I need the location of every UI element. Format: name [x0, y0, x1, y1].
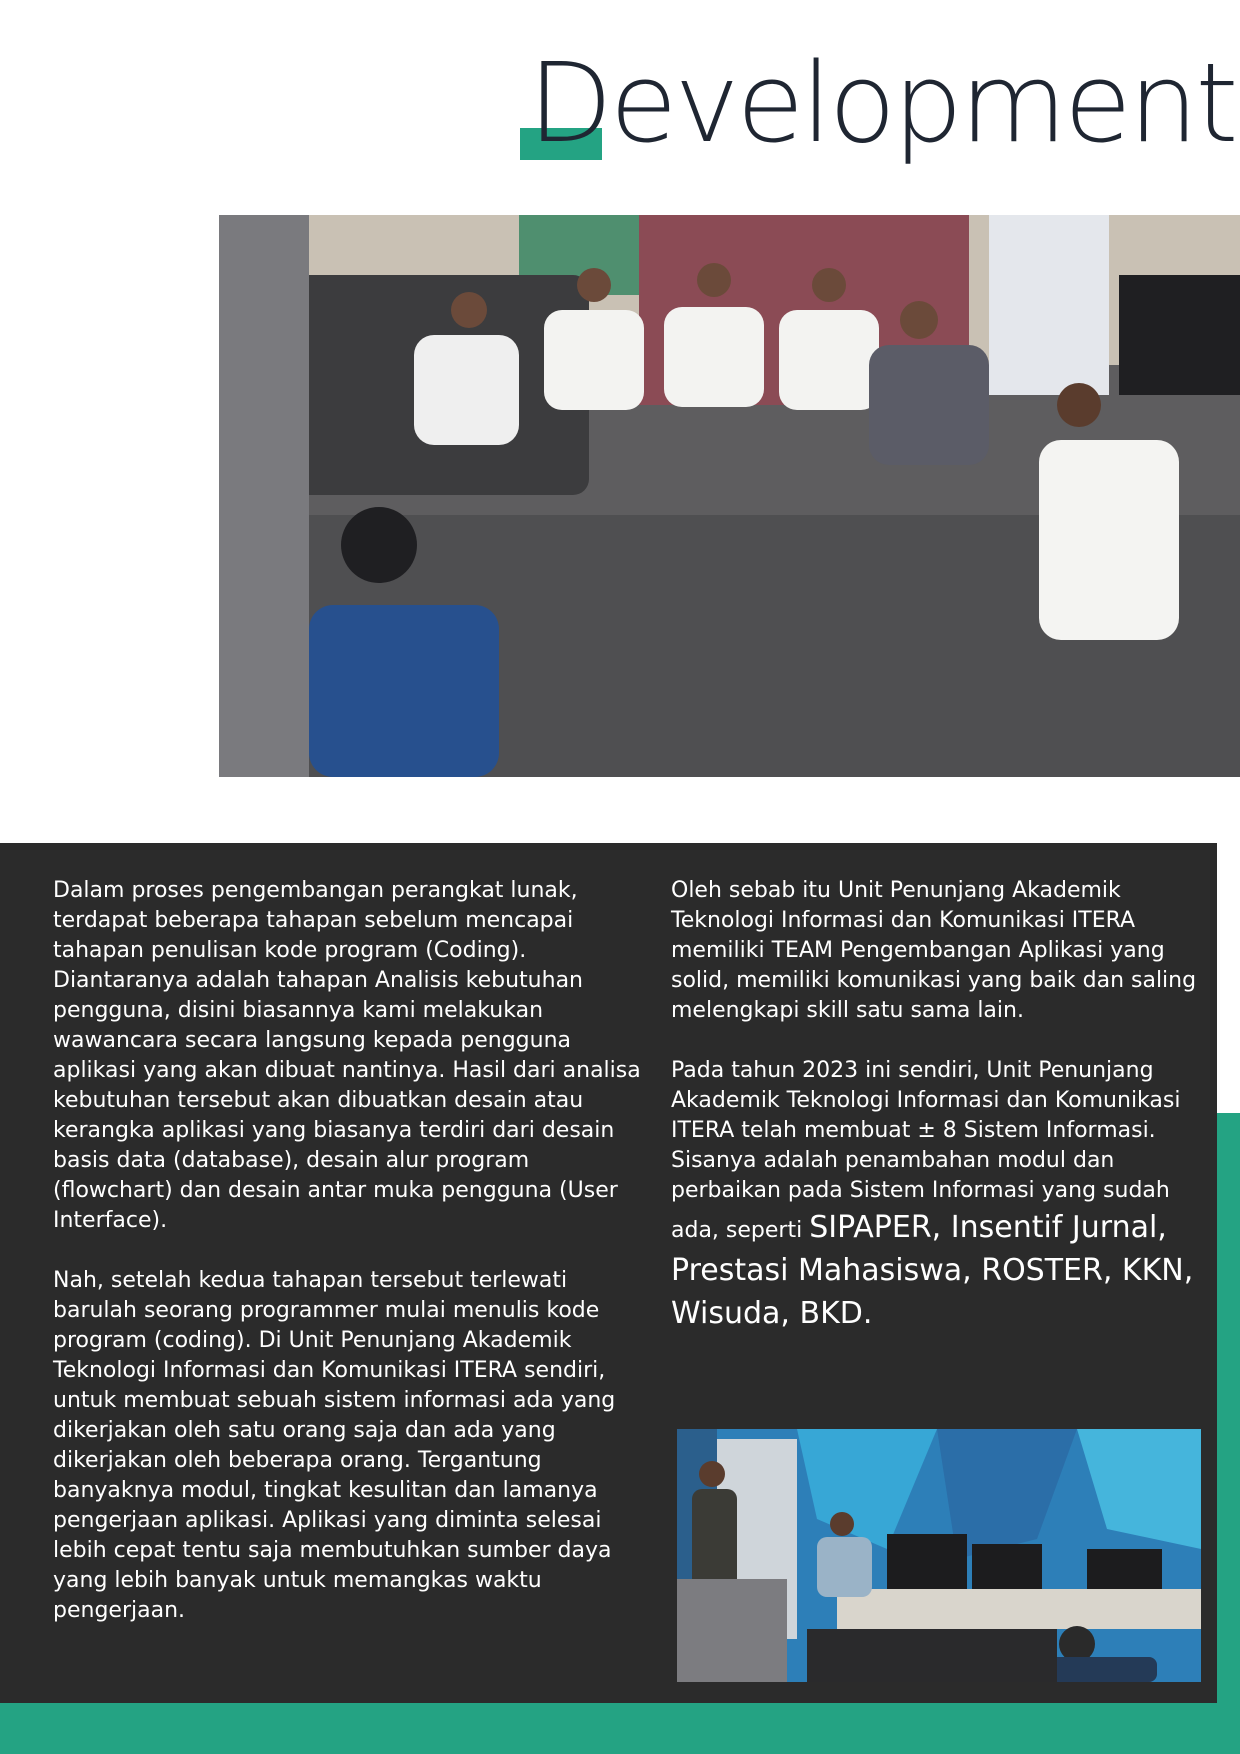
- office-team-photo: [677, 1429, 1201, 1682]
- left-paragraph-1: Dalam proses pengembangan perangkat lunak, terdapat beberapa tahapan sebelum mencapai tahapan penulisan kode program (Coding). Diantaranya adalah tahapan Analisis kebutuhan pengguna, disini biasannya kami melakukan wawancara secara langsung kepada pengguna aplikasi yang akan dibuat nantinya. Hasil dari analisa kebutuhan tersebut akan dibuatkan desain atau kerangka aplikasi yang biasanya terdiri dari desain basis data (database), desain alur program (flowchart) dan desain antar muka pengguna (User Interface).: [53, 878, 641, 1233]
- left-column: [53, 876, 643, 1656]
- system-list-highlight: SIPAPER, Insentif Jurnal, Prestasi Mahasiswa, ROSTER, KKN, Wisuda, BKD.: [671, 1210, 1194, 1331]
- right-paragraph-2-intro: Pada tahun 2023 ini sendiri, Unit Penunjang Akademik Teknologi Informasi dan Komunikasi ITERA telah membuat ± 8 Sistem Informasi. Sisanya adalah penambahan modul dan perbaikan pada Sistem Informasi yang sudah ada, seperti: [671, 1058, 1181, 1243]
- right-paragraph-2: [671, 1056, 1206, 1335]
- right-column: [671, 876, 1206, 1365]
- page-title: Development: [528, 39, 1236, 167]
- group-meeting-photo: [219, 215, 1240, 777]
- accent-side-strip: [1217, 1113, 1240, 1754]
- right-paragraph-1: Oleh sebab itu Unit Penunjang Akademik Teknologi Informasi dan Komunikasi ITERA memiliki TEAM Pengembangan Aplikasi yang solid, memiliki komunikasi yang baik dan saling melengkapi skill satu sama lain.: [671, 878, 1197, 1023]
- group-meeting-illustration: [219, 215, 1240, 777]
- title-block: [520, 39, 1240, 178]
- left-paragraph-2: Nah, setelah kedua tahapan tersebut terlewati barulah seorang programmer mulai menulis kode program (coding). Di Unit Penunjang Akademik Teknologi Informasi dan Komunikasi ITERA sendiri, untuk membuat sebuah sistem informasi ada yang dikerjakan oleh satu orang saja dan ada yang dikerjakan oleh beberapa orang. Tergantung banyaknya modul, tingkat kesulitan dan lamanya pengerjaan aplikasi. Aplikasi yang diminta selesai lebih cepat tentu saja membutuhkan sumber daya yang lebih banyak untuk memangkas waktu pengerjaan.: [53, 1268, 616, 1623]
- accent-bottom-strip: [0, 1703, 1240, 1754]
- office-team-illustration: [677, 1429, 1201, 1682]
